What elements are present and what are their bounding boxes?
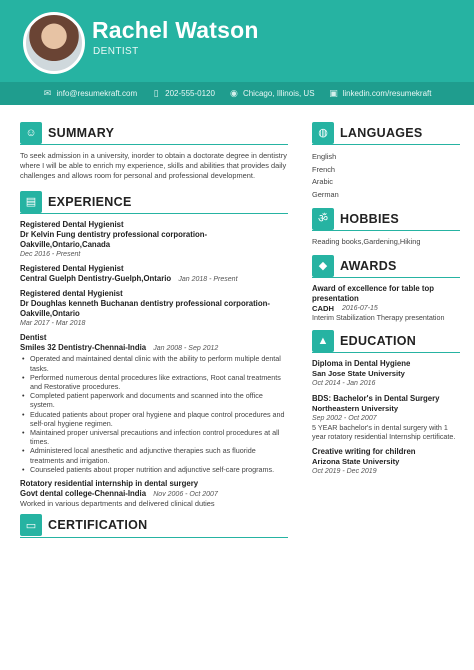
job-title: Registered Dental Hygienist [20,220,124,230]
candidate-role: DENTIST [93,46,139,57]
list-item: • Completed patient paperwork and documents and scanned into the office system. [20,391,288,409]
degree: Diploma in Dental Hygiene [312,359,411,369]
award-date: 2016-07-15 [342,305,378,313]
certification-title: CERTIFICATION [48,518,148,533]
education-item [312,359,460,388]
list-item: • Educated patients about proper oral hygiene and plaque control procedures and self-oral hygiene regimen. [20,410,288,428]
list-item: • Administered local anesthetic and adjunctive therapies such as fluoride treatments and irrigation. [20,446,288,464]
hobbies-text: Reading books,Gardening,Hiking [312,237,421,247]
job-bullet-list [20,354,288,474]
location-pin-icon: ◉ [230,88,238,98]
phone-icon: ▯ [153,88,159,98]
job-date: Dec 2016 - Present [20,251,81,259]
job-item [20,264,288,284]
job-title: Dentist [20,333,47,343]
job-company: Smiles 32 Dentistry-Chennai-India [20,343,147,353]
summary-header [20,121,288,145]
language-item: Arabic [312,177,333,187]
job-title: Registered dental Hygienist [20,289,123,299]
header [0,0,474,82]
location-text: Chicago, Illinois, US [242,89,315,98]
degree: Creative writing for children [312,447,416,457]
education-title: EDUCATION [340,333,417,348]
job-item [20,333,288,474]
job-company-line [20,489,288,499]
job-company: Dr Kelvin Fung dentistry professional corporation-Oakville,Ontario,Canada [20,230,208,250]
email-text: info@resumekraft.com [56,89,138,98]
degree: BDS: Bachelor's in Dental Surgery [312,394,440,404]
hobbies-section [312,207,460,247]
edu-date: Oct 2014 - Jan 2016 [312,380,376,388]
job-company: Central Guelph Dentistry-Guelph,Ontario [20,274,172,284]
job-item [20,289,288,328]
list-item: • Maintained proper universal precautions and infection control procedures at all times. [20,428,288,446]
diamond-icon: ◆ [312,255,334,277]
globe-icon: ◍ [312,122,334,144]
briefcase-icon: ▤ [20,191,42,213]
edu-date: Sep 2002 - Oct 2007 [312,415,377,423]
edu-date: Oct 2019 - Dec 2019 [312,468,377,476]
language-item: German [312,189,339,199]
job-company: Govt dental college-Chennai-India [20,489,147,499]
summary-title: SUMMARY [48,125,115,140]
contact-phone[interactable] [151,88,215,99]
award-org: CADH [312,304,334,314]
school: Arizona State University [312,457,400,467]
experience-header [20,190,288,214]
job-company-line [20,274,288,284]
contact-linkedin[interactable] [329,88,432,99]
certificate-icon: ▭ [20,514,42,536]
list-item: • Operated and maintained dental clinic with the ability to perform multiple dental tasks. [20,354,288,372]
school: Northeastern University [312,404,399,414]
job-date: Mar 2017 - Mar 2018 [20,320,86,328]
list-item: • Performed numerous dental procedures like extractions, Root canal treatments and Restorative procedures. [20,373,288,391]
job-date: Jan 2018 - Present [178,276,238,284]
languages-section [312,121,460,201]
graduation-cap-icon: ▲ [312,330,334,352]
left-column [20,121,288,544]
award-name: Award of excellence for table top presentation [312,284,435,304]
certification-section [20,514,288,538]
job-company-line [20,343,288,353]
languages-header [312,121,460,145]
job-item [20,479,288,509]
linkedin-icon: ▣ [329,88,338,98]
hobbies-title: HOBBIES [340,211,400,226]
linkedin-text: linkedin.com/resumekraft [342,89,432,98]
edu-desc: 5 YEAR bachelor's in dental surgery with 1 year rotatory residential Internship certificate. [312,423,456,442]
mail-icon: ✉ [43,88,52,98]
job-date: Jan 2008 - Sep 2012 [153,345,219,353]
job-item [20,220,288,259]
person-icon: ☺ [20,122,42,144]
job-company: Dr Doughlas kenneth Buchanan dentistry professional corporation-Oakville,Ontario [20,299,270,319]
avatar [23,12,85,74]
right-column [312,121,460,476]
language-item: French [312,164,336,174]
certification-header [20,514,288,538]
job-title: Rotatory residential internship in dental surgery [20,479,199,489]
awards-section [312,254,460,322]
hobbies-header [312,207,460,231]
job-title: Registered Dental Hygienist [20,264,124,274]
bicycle-icon: ॐ [312,208,334,230]
contact-bar [0,82,474,105]
job-note: Worked in various departments and delivered clinical duties [20,499,215,509]
job-date: Nov 2006 - Oct 2007 [153,491,218,499]
education-item [312,394,460,441]
awards-header [312,254,460,278]
education-header [312,329,460,353]
candidate-name: Rachel Watson [92,17,259,43]
contact-location [229,88,315,99]
awards-title: AWARDS [340,258,397,273]
experience-title: EXPERIENCE [48,194,132,209]
language-item: English [312,152,337,161]
summary-section [20,121,288,180]
experience-section [20,190,288,508]
education-section [312,329,460,476]
award-desc: Interim Stabilization Therapy presentation [312,313,445,323]
languages-title: LANGUAGES [340,125,423,140]
school: San Jose State University [312,369,405,379]
education-item [312,447,460,476]
list-item: • Counseled patients about proper nutrition and adjunctive self-care programs. [20,465,288,474]
phone-text: 202-555-0120 [165,89,215,98]
summary-text: To seek admission in a university, inorder to obtain a doctorate degree in dentistry where I will be able to enrich my experience, skills and abilities that provides daily challenges and allows room for personal and professional development. [20,151,287,180]
contact-email[interactable] [43,88,138,99]
